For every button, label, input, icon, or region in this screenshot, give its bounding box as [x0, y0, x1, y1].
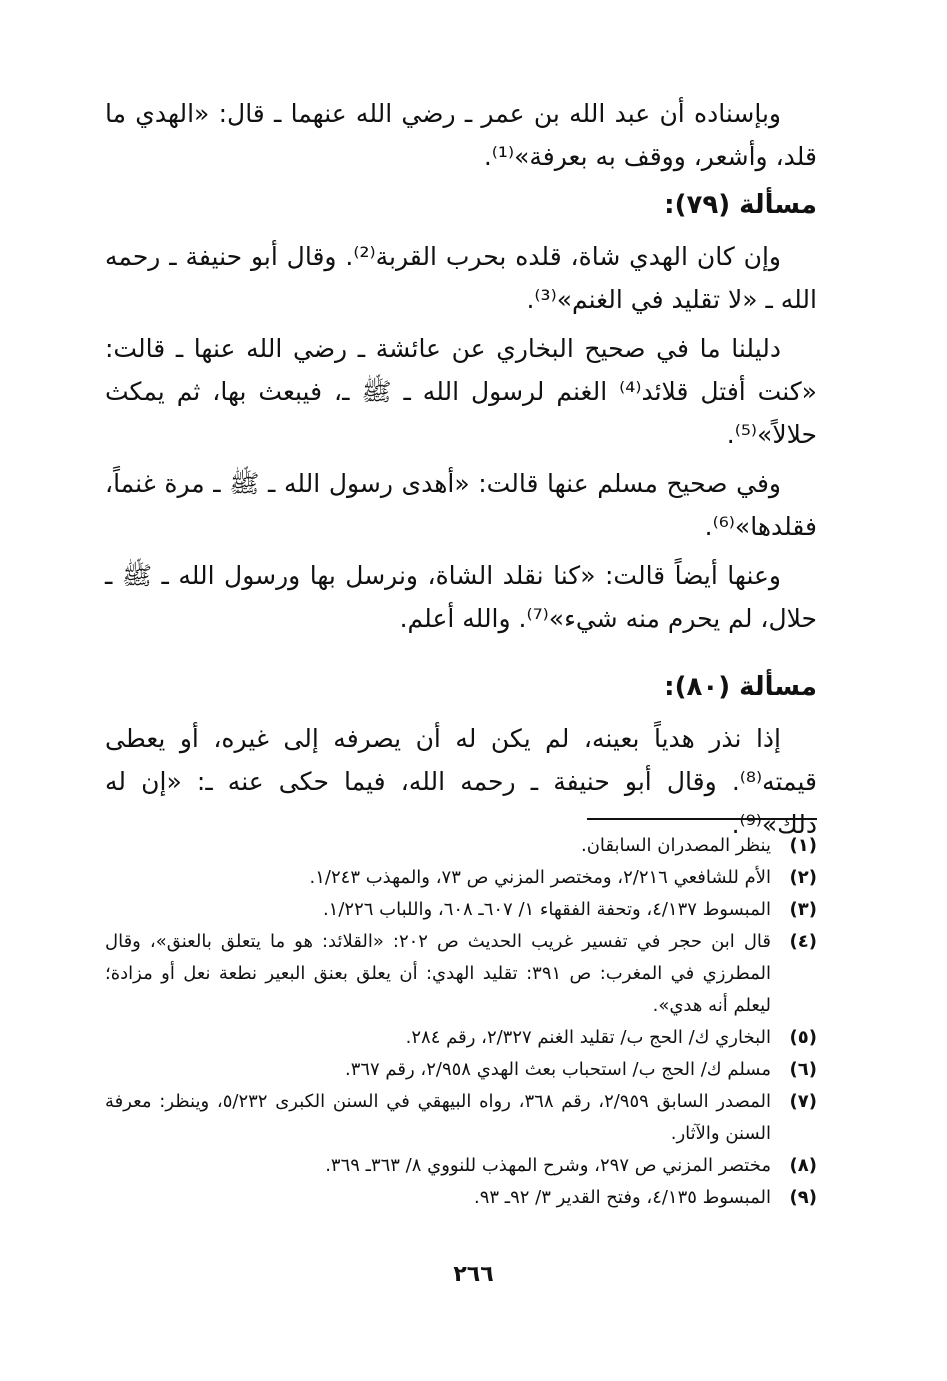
paragraph-4: [105, 462, 817, 548]
footnote-text: قال ابن حجر في تفسير غريب الحديث ص ٢٠٢: «القلائد: هو ما يتعلق بالعنق»، وقال المطرزي في المغرب: ص ٣٩١: تقليد الهدي: أن يعلق بعنق البعير نطعة نعل أو مزادة؛ ليعلم أنه هدي».: [105, 931, 771, 1016]
main-text: [105, 92, 817, 852]
footnote-text: البخاري ك/ الحج ب/ تقليد الغنم ٢/٣٢٧، رقم ٢٨٤.: [405, 1027, 771, 1048]
footnote-text: المصدر السابق ٢/٩٥٩، رقم ٣٦٨، رواه البيهقي في السنن الكبرى ٥/٢٣٢، وينظر: معرفة السنن والآثار.: [105, 1091, 772, 1144]
footnote-text: الأم للشافعي ٢/٢١٦، ومختصر المزني ص ٧٣، والمهذب ١/٢٤٣.: [309, 867, 771, 888]
paragraph-5-text: وعنها أيضاً قالت: «كنا نقلد الشاة، ونرسل بها ورسول الله ـ ﷺ ـ حلال، لم يحرم منه شيء»⁽⁷⁾. والله أعلم.: [105, 561, 817, 633]
paragraph-6-text: إذا نذر هدياً بعينه، لم يكن له أن يصرفه إلى غيره، أو يعطى قيمته⁽⁸⁾. وقال أبو حنيفة ـ رحمه الله، فيما حكى عنه ـ: «إن له ذلك»⁽⁹⁾.: [105, 724, 817, 839]
footnote-number: (٢): [789, 867, 817, 888]
footnote-text: مختصر المزني ص ٢٩٧، وشرح المهذب للنووي ٨/ ٣٦٣ـ ٣٦٩.: [325, 1155, 771, 1176]
footnote-2: [105, 862, 817, 894]
paragraph-3-text: دليلنا ما في صحيح البخاري عن عائشة ـ رضي الله عنها ـ قالت: «كنت أفتل قلائد⁽⁴⁾ الغنم لرسول الله ـ ﷺ ـ، فيبعث بها، ثم يمكث حلالاً»⁽⁵⁾.: [105, 334, 817, 449]
footnote-8: [105, 1150, 817, 1182]
footnote-number: (٩): [789, 1187, 817, 1208]
paragraph-1-text: وبإسناده أن عبد الله بن عمر ـ رضي الله عنهما ـ قال: «الهدي ما قلد، وأشعر، ووقف به بعرفة»⁽¹⁾.: [105, 99, 817, 171]
footnote-7: [105, 1086, 817, 1150]
paragraph-1: [105, 92, 817, 178]
footnote-number: (٥): [789, 1027, 817, 1048]
footnote-3: [105, 894, 817, 926]
footnote-5: [105, 1022, 817, 1054]
footnote-text: مسلم ك/ الحج ب/ استحباب بعث الهدي ٢/٩٥٨، رقم ٣٦٧.: [344, 1059, 771, 1080]
footnote-number: (٨): [789, 1155, 817, 1176]
paragraph-5: [105, 554, 817, 640]
paragraph-2-text: وإن كان الهدي شاة، قلده بحرب القربة⁽²⁾. وقال أبو حنيفة ـ رحمه الله ـ «لا تقليد في الغنم»⁽³⁾.: [105, 242, 817, 314]
footnote-9: [105, 1182, 817, 1214]
paragraph-4-text: وفي صحيح مسلم عنها قالت: «أهدى رسول الله ـ ﷺ ـ مرة غنماً، فقلدها»⁽⁶⁾.: [105, 469, 817, 541]
paragraph-2: [105, 235, 817, 321]
footnote-text: ينظر المصدران السابقان.: [580, 835, 771, 856]
footnote-1: [105, 830, 817, 862]
footnotes-section: [105, 818, 817, 1214]
paragraph-3: [105, 327, 817, 456]
section-heading-80: مسألة (٨٠):: [664, 672, 817, 702]
section-heading-79: مسألة (٧٩):: [664, 190, 817, 220]
footnote-text: المبسوط ٤/١٣٧، وتحفة الفقهاء ١/ ٦٠٧ـ ٦٠٨، واللباب ١/٢٢٦.: [322, 899, 771, 920]
footnote-number: (٤): [789, 931, 817, 952]
footnote-number: (٣): [789, 899, 817, 920]
footnote-number: (٦): [789, 1059, 817, 1080]
footnote-divider: [587, 818, 817, 820]
footnote-text: المبسوط ٤/١٣٥، وفتح القدير ٣/ ٩٢ـ ٩٣.: [473, 1187, 771, 1208]
footnote-number: (١): [789, 835, 817, 856]
footnote-4: [105, 926, 817, 1022]
footnote-6: [105, 1054, 817, 1086]
page-number: ٢٦٦: [453, 1262, 494, 1287]
footnote-number: (٧): [789, 1091, 817, 1112]
